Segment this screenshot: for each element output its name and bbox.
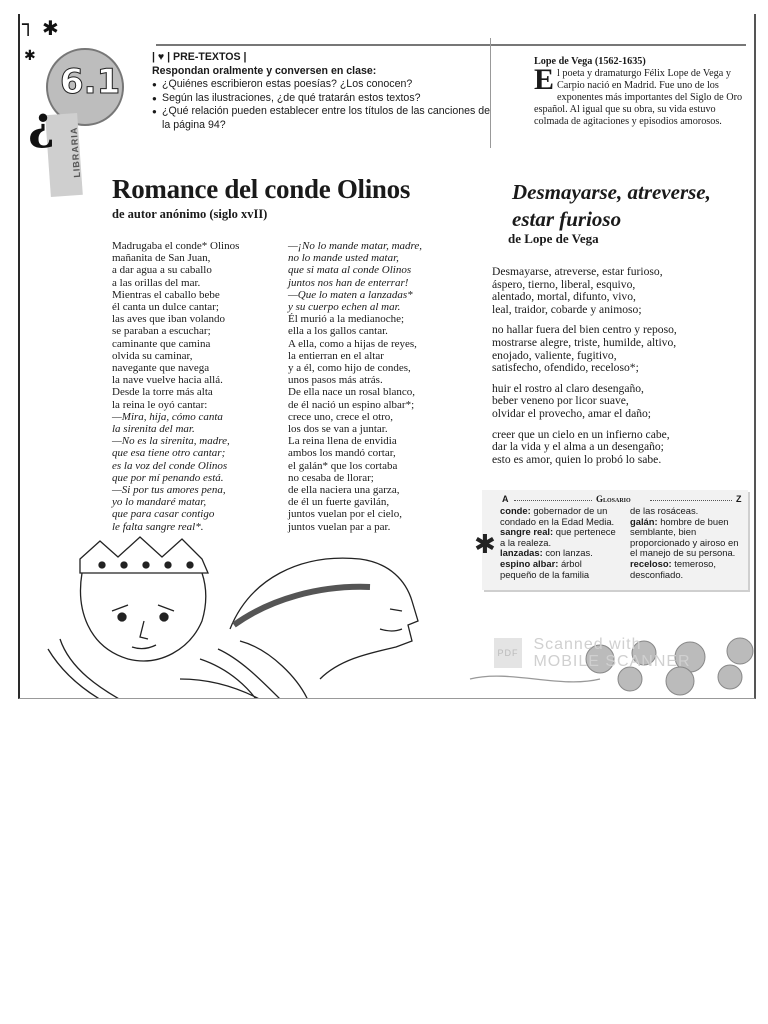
glossary-definition: árbol pequeño de la familia xyxy=(500,557,590,580)
bio-text: l poeta y dramaturgo Félix Lope de Vega y Carpio nació en Madrid. Fue uno de los exponentes más importantes del Siglo de Oro español. Al igual que su obra, su vida estuvo colmada de agitaciones y episodios amorosos. xyxy=(534,67,743,127)
poem-line: y su cuerpo echen al mar. xyxy=(288,301,401,314)
poem-line: que para casar contigo xyxy=(112,508,215,521)
stanza xyxy=(492,266,754,316)
pretext-label: | ♥ | PRE-TEXTOS | xyxy=(152,51,247,63)
poem-line: La reina llena de envidia xyxy=(288,435,397,448)
poem1-column-1 xyxy=(112,240,292,533)
poem-line: el galán* que los cortaba xyxy=(288,459,398,472)
poem-line: no cesaba de llorar; xyxy=(288,471,374,484)
poem-line: mostrarse alegre, triste, humilde, altivo, xyxy=(492,335,677,349)
poem-line: la reina le oyó cantar: xyxy=(112,398,208,411)
poem-line: Mientras el caballo bebe xyxy=(112,288,220,301)
poem-line: la nave vuelve hacia allá. xyxy=(112,374,223,387)
pdf-icon: PDF xyxy=(494,638,522,668)
poem-line: esto es amor, quien lo probó lo sabe. xyxy=(492,452,662,466)
poem-line: los dos se van a juntar. xyxy=(288,423,388,436)
poem-line: se paraban a escuchar; xyxy=(112,325,211,338)
poem-line: dar la vida y el alma a un desengaño; xyxy=(492,440,664,454)
poem-line: a dar agua a su caballo xyxy=(112,264,212,277)
poem-line: creer que un cielo en un infierno cabe, xyxy=(492,427,670,441)
question-item: ● ¿Quiénes escribieron estas poesías? ¿Los conocen? xyxy=(152,78,492,92)
question-item: ● Según las ilustraciones, ¿de qué tratarán estos textos? xyxy=(152,92,492,106)
poem-line: áspero, tierno, liberal, esquivo, xyxy=(492,277,636,291)
poem-line: mañanita de San Juan, xyxy=(112,252,211,265)
asterisk-icon: ✱ xyxy=(474,530,496,560)
poem-line: yo lo mandaré matar, xyxy=(112,496,207,509)
stanza xyxy=(492,324,754,374)
poem-line: juntos nos han de enterrar! xyxy=(288,276,409,289)
glossary-term: conde: xyxy=(500,505,531,516)
glossary-term: receloso: xyxy=(630,557,672,569)
pretext-box xyxy=(152,51,492,133)
poem-line: enojado, valiente, fugitivo, xyxy=(492,348,617,362)
question-item: ● ¿Qué relación pueden establecer entre los títulos de las canciones de la página 94? xyxy=(152,105,492,132)
poem-line: —Mira, hija, cómo canta xyxy=(112,410,223,423)
poem-line: que esa tiene otro cantar; xyxy=(112,447,226,460)
header-rule xyxy=(156,44,746,46)
poem-line: crece uno, crece el otro, xyxy=(288,410,394,423)
glossary-title: Glosario xyxy=(596,494,631,504)
asterisk-icon: ✱ xyxy=(24,48,36,64)
poem-line: caminante que camina xyxy=(112,337,211,350)
pretext-instruction: Respondan oralmente y conversen en clase: xyxy=(152,64,377,77)
poem-line: leal, traidor, cobarde y animoso; xyxy=(492,302,642,316)
poem1-title: Romance del conde Olinos xyxy=(112,174,411,204)
poem-line: no lo mande usted matar, xyxy=(288,252,399,265)
glossary-start-letter: A xyxy=(502,494,509,504)
poem-line: satisfecho, ofendido, receloso*; xyxy=(492,361,639,375)
glossary-term: galán: xyxy=(630,515,658,527)
poem-line: juntos vuelan por el cielo, xyxy=(288,508,402,521)
glossary-definition: de las rosáceas. xyxy=(630,505,699,516)
glossary-term: sangre real: xyxy=(500,526,554,538)
illustration-king-queen xyxy=(40,522,756,699)
poem-line: le falta sangre real*. xyxy=(112,520,204,533)
poem-line: las aves que iban volando xyxy=(112,313,226,326)
poem-line: —No es la sirenita, madre, xyxy=(112,435,230,448)
poem-line: A ella, como a hijas de reyes, xyxy=(288,337,417,350)
poem2-body xyxy=(492,266,754,474)
dotted-rule xyxy=(650,500,732,501)
scanner-watermark xyxy=(494,636,691,670)
drop-cap: E xyxy=(534,62,555,96)
poem1-column-2 xyxy=(288,240,488,533)
glossary-term: lanzadas: xyxy=(500,547,543,559)
watermark-line-1: Scanned with xyxy=(533,636,642,653)
poem-line: alentado, mortal, difunto, vivo, xyxy=(492,290,636,304)
poem-line: que si mata al conde Olinos xyxy=(288,264,412,277)
poem-line: olvidar el provecho, amar el daño; xyxy=(492,406,652,420)
poem-line: —Que lo maten a lanzadas* xyxy=(288,288,413,301)
poem-line: navegante que navega xyxy=(112,362,210,375)
watermark-line-2: MOBILE SCANNER xyxy=(533,653,691,670)
poem-line: él canta un dulce cantar; xyxy=(112,301,219,314)
side-tab-label: LIBRARIA xyxy=(68,126,83,178)
poem-line: Él murió a la medianoche; xyxy=(288,313,405,326)
poem-line: ella a los gallos cantar. xyxy=(288,325,388,338)
poem-line: es la voz del conde Olinos xyxy=(112,459,228,472)
asterisk-icon: ✱ xyxy=(42,16,59,40)
glossary-definition: con lanzas. xyxy=(542,547,593,559)
glossary-definition: temeroso, desconfiado. xyxy=(630,557,716,580)
poem2-title: Desmayarse, atreverse, estar furioso xyxy=(512,180,711,231)
poem-line: —Si por tus amores pena, xyxy=(112,484,226,497)
poem-line: juntos vuelan par a par. xyxy=(288,520,391,533)
poem-line: ambos los mandó cortar, xyxy=(288,447,396,460)
poem-line: —¡No lo mande matar, madre, xyxy=(288,240,423,252)
glossary-end-letter: Z xyxy=(736,494,742,504)
author-bio xyxy=(534,56,746,127)
divider xyxy=(490,38,491,148)
poem-line: beber veneno por licor suave, xyxy=(492,394,629,408)
poem-line: la entierran en el altar xyxy=(288,349,384,362)
poem-line: de ella naciera una garza, xyxy=(288,484,400,497)
poem-line: de él un fuerte gavilán, xyxy=(288,496,390,509)
glossary-definition: gobernador de un condado en la Edad Media. xyxy=(500,505,615,527)
poem1-subtitle: de autor anónimo (siglo xvII) xyxy=(112,207,268,221)
corner-mark-icon: ┐ xyxy=(22,14,35,36)
poem-line: y a él, como hijo de condes, xyxy=(288,362,411,375)
poem-line: unos pasos más atrás. xyxy=(288,374,383,387)
poem-line: a las orillas del mar. xyxy=(112,276,201,289)
glossary-definition: que pertenece a la realeza. xyxy=(500,526,616,548)
dotted-rule xyxy=(514,500,592,501)
stanza xyxy=(492,429,754,467)
glossary-term: espino albar: xyxy=(500,557,559,569)
poem-line: la sirenita del mar. xyxy=(112,423,195,436)
lesson-number: 6.1 xyxy=(60,62,121,102)
poem-line: Desde la torre más alta xyxy=(112,386,213,399)
poem2-subtitle: de Lope de Vega xyxy=(508,231,599,246)
poem-line: huir el rostro al claro desengaño, xyxy=(492,381,644,395)
stanza xyxy=(492,383,754,421)
textbook-page xyxy=(18,14,756,699)
question-mark-icon: ¿ xyxy=(28,96,55,150)
poem-line: de él nació un espino albar*; xyxy=(288,398,415,411)
poem-line: olvida su caminar, xyxy=(112,349,193,362)
poem-line: Madrugaba el conde* Olinos xyxy=(112,240,240,252)
poem-line: que por mí penando está. xyxy=(112,471,224,484)
poem-line: no hallar fuera del bien centro y reposo, xyxy=(492,323,677,337)
question-list xyxy=(152,78,492,132)
poem-line: Desmayarse, atreverse, estar furioso, xyxy=(492,265,663,278)
glossary-definition: hombre de buen semblante, bien proporcionado y airoso en el manejo de su persona. xyxy=(630,515,739,559)
author-name: Lope de Vega (1562-1635) xyxy=(534,56,646,67)
poem-line: De ella nace un rosal blanco, xyxy=(288,386,416,399)
